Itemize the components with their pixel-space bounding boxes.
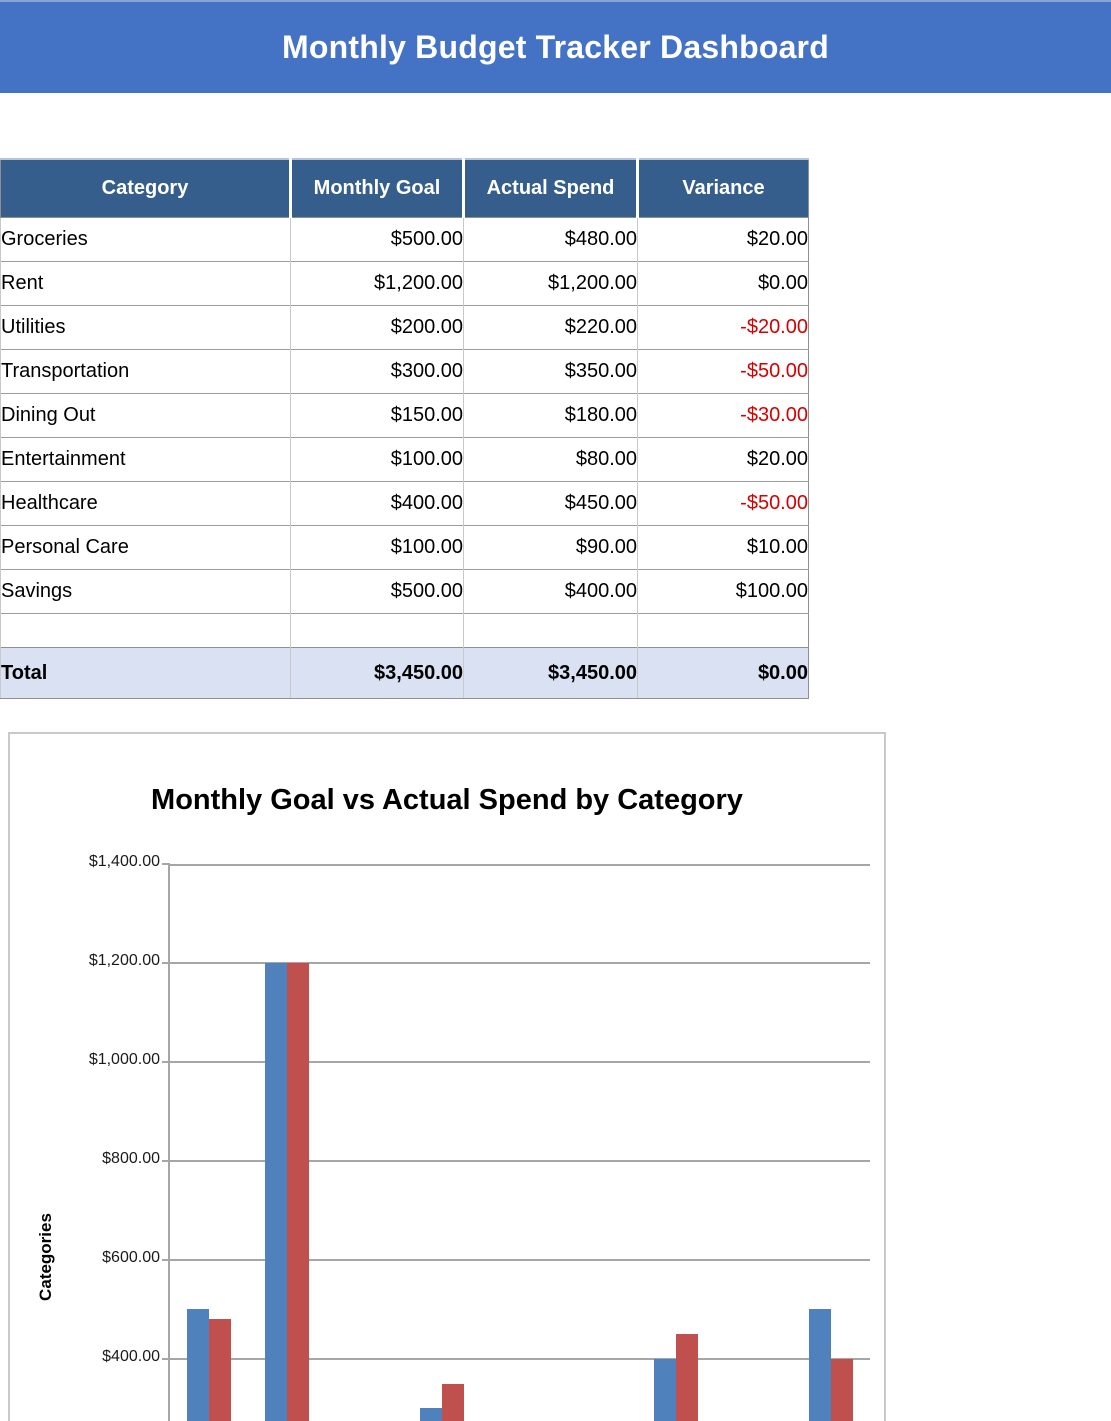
cell-goal[interactable]: $100.00 <box>291 526 464 570</box>
cell-actual-empty[interactable] <box>464 614 638 648</box>
bar-monthly-goal-rent <box>265 963 287 1421</box>
bar-actual-spend-transportation <box>442 1384 464 1421</box>
cell-actual[interactable]: $350.00 <box>464 350 638 394</box>
cell-goal[interactable]: $400.00 <box>291 482 464 526</box>
y-tick-label: $800.00 <box>102 1150 160 1167</box>
plot-area <box>168 864 870 1421</box>
cell-variance[interactable]: -$20.00 <box>638 306 809 350</box>
y-tick-mark <box>162 1160 170 1162</box>
gridline <box>170 864 870 866</box>
cell-category[interactable]: Entertainment <box>1 438 291 482</box>
cell-category[interactable]: Healthcare <box>1 482 291 526</box>
cell-variance[interactable]: $100.00 <box>638 570 809 614</box>
y-tick-label: $400.00 <box>102 1348 160 1365</box>
cell-variance[interactable]: $20.00 <box>638 218 809 262</box>
cell-actual[interactable]: $400.00 <box>464 570 638 614</box>
table-row <box>1 482 809 526</box>
cell-category[interactable]: Personal Care <box>1 526 291 570</box>
cell-actual[interactable]: $450.00 <box>464 482 638 526</box>
cell-category[interactable]: Rent <box>1 262 291 306</box>
y-tick-label: $1,200.00 <box>88 952 160 969</box>
cell-variance[interactable]: $20.00 <box>638 438 809 482</box>
y-tick-mark <box>162 863 170 865</box>
table-row <box>1 394 809 438</box>
empty-row <box>1 614 809 648</box>
header-monthly-goal[interactable]: Monthly Goal <box>291 159 464 218</box>
bar-monthly-goal-savings <box>809 1309 831 1421</box>
cell-goal[interactable]: $200.00 <box>291 306 464 350</box>
cell-total-actual[interactable]: $3,450.00 <box>464 648 638 699</box>
cell-variance-empty[interactable] <box>638 614 809 648</box>
chart-panel[interactable] <box>8 732 886 1421</box>
cell-goal[interactable]: $150.00 <box>291 394 464 438</box>
dashboard-banner <box>0 0 1111 93</box>
cell-actual[interactable]: $80.00 <box>464 438 638 482</box>
bar-monthly-goal-groceries <box>187 1309 209 1421</box>
cell-goal[interactable]: $500.00 <box>291 218 464 262</box>
table-row <box>1 306 809 350</box>
cell-actual[interactable]: $1,200.00 <box>464 262 638 306</box>
cell-variance[interactable]: $0.00 <box>638 262 809 306</box>
y-tick-mark <box>162 962 170 964</box>
bar-actual-spend-groceries <box>209 1319 231 1421</box>
total-row <box>1 648 809 699</box>
y-tick-mark <box>162 1259 170 1261</box>
y-axis-title: Categories <box>36 1213 55 1301</box>
budget-table <box>0 158 809 699</box>
bar-monthly-goal-transportation <box>420 1408 442 1421</box>
cell-category-empty[interactable] <box>1 614 291 648</box>
cell-actual[interactable]: $480.00 <box>464 218 638 262</box>
cell-goal[interactable]: $1,200.00 <box>291 262 464 306</box>
cell-goal[interactable]: $100.00 <box>291 438 464 482</box>
y-tick-mark <box>162 1061 170 1063</box>
cell-actual[interactable]: $90.00 <box>464 526 638 570</box>
bar-monthly-goal-healthcare <box>654 1359 676 1421</box>
cell-variance[interactable]: -$30.00 <box>638 394 809 438</box>
header-variance[interactable]: Variance <box>638 159 809 218</box>
table-row <box>1 438 809 482</box>
table-row <box>1 526 809 570</box>
header-category[interactable]: Category <box>1 159 291 218</box>
table-row <box>1 570 809 614</box>
cell-variance[interactable]: -$50.00 <box>638 482 809 526</box>
cell-total-variance[interactable]: $0.00 <box>638 648 809 699</box>
cell-goal[interactable]: $300.00 <box>291 350 464 394</box>
table-row <box>1 350 809 394</box>
dashboard-title: Monthly Budget Tracker Dashboard <box>282 29 829 65</box>
budget-table-section <box>0 158 809 699</box>
bar-actual-spend-healthcare <box>676 1334 698 1421</box>
cell-variance[interactable]: $10.00 <box>638 526 809 570</box>
cell-actual[interactable]: $220.00 <box>464 306 638 350</box>
cell-category[interactable]: Savings <box>1 570 291 614</box>
y-tick-mark <box>162 1358 170 1360</box>
cell-total-goal[interactable]: $3,450.00 <box>291 648 464 699</box>
bar-actual-spend-savings <box>831 1359 853 1421</box>
cell-actual[interactable]: $180.00 <box>464 394 638 438</box>
cell-variance[interactable]: -$50.00 <box>638 350 809 394</box>
y-tick-label: $1,400.00 <box>88 853 160 870</box>
table-row <box>1 262 809 306</box>
chart-title: Monthly Goal vs Actual Spend by Category <box>151 784 743 816</box>
cell-category[interactable]: Utilities <box>1 306 291 350</box>
header-actual-spend[interactable]: Actual Spend <box>464 159 638 218</box>
y-tick-label: $600.00 <box>102 1249 160 1266</box>
cell-category[interactable]: Groceries <box>1 218 291 262</box>
cell-category[interactable]: Transportation <box>1 350 291 394</box>
cell-goal[interactable]: $500.00 <box>291 570 464 614</box>
table-row <box>1 218 809 262</box>
bar-actual-spend-rent <box>287 963 309 1421</box>
table-header-row <box>1 159 809 218</box>
cell-category[interactable]: Dining Out <box>1 394 291 438</box>
cell-goal-empty[interactable] <box>291 614 464 648</box>
cell-total-label[interactable]: Total <box>1 648 291 699</box>
y-tick-label: $1,000.00 <box>88 1051 160 1068</box>
